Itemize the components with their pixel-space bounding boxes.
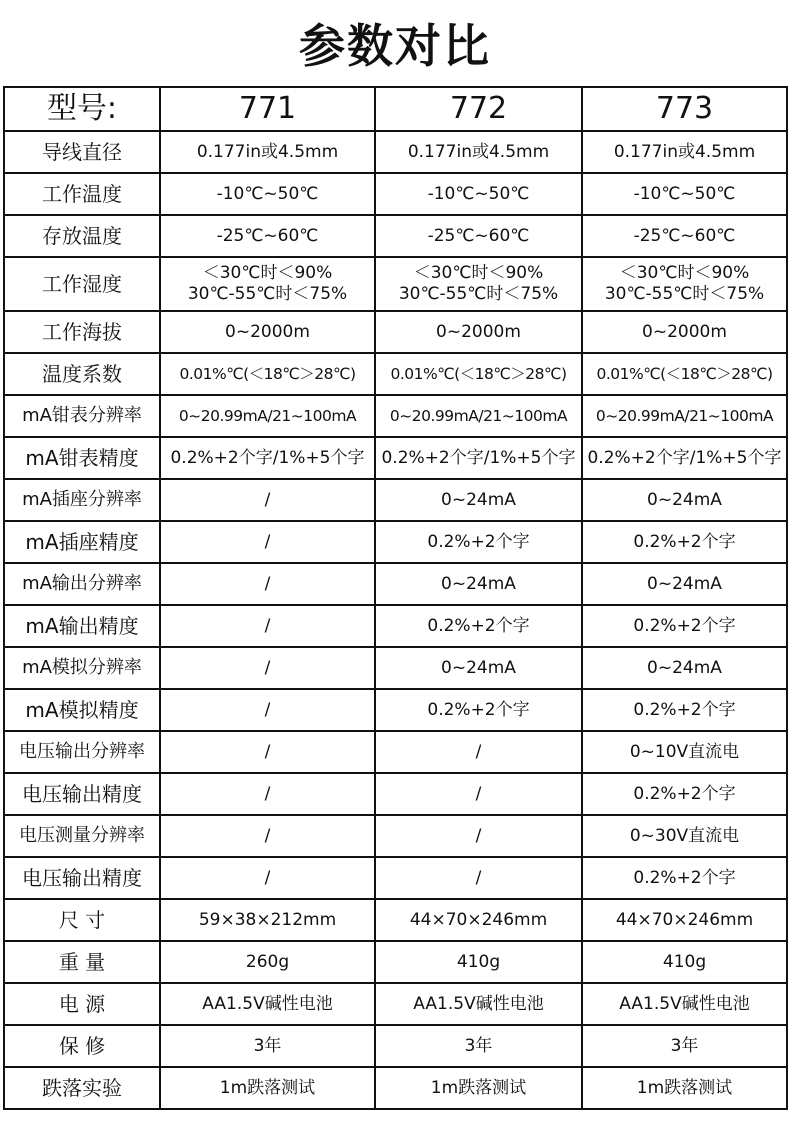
row-value-771 [160,257,375,311]
row-label: mA输出分辨率 [4,563,160,605]
row-value-771: / [160,647,375,689]
table-header-row [4,87,787,131]
row-value-772: 0.2%+2个字/1%+5个字 [375,437,582,479]
model-772: 772 [375,87,582,131]
row-label: 尺 寸 [4,899,160,941]
row-value-772: 0~24mA [375,647,582,689]
row-label: 保 修 [4,1025,160,1067]
row-value-771: / [160,521,375,563]
table-row [4,353,787,395]
row-value-771: / [160,857,375,899]
row-label: mA钳表精度 [4,437,160,479]
table-row [4,647,787,689]
row-value-773: 0~2000m [582,311,787,353]
row-value-773: 0.2%+2个字 [582,605,787,647]
row-value-771: 0.177in或4.5mm [160,131,375,173]
row-value-772 [375,257,582,311]
row-value-772: 0.177in或4.5mm [375,131,582,173]
row-value-771: 0~20.99mA/21~100mA [160,395,375,437]
row-value-772: 410g [375,941,582,983]
row-value-771: 1m跌落测试 [160,1067,375,1109]
row-label: mA插座分辨率 [4,479,160,521]
row-value-771: / [160,773,375,815]
row-value-773: 0~30V直流电 [582,815,787,857]
table-row [4,815,787,857]
row-label: 电压输出精度 [4,857,160,899]
row-value-771: 0~2000m [160,311,375,353]
table-row [4,395,787,437]
row-value-771: 260g [160,941,375,983]
row-label: mA模拟精度 [4,689,160,731]
model-771: 771 [160,87,375,131]
row-value-771: / [160,479,375,521]
value-line-2: 30℃-55℃时＜75% [187,284,348,304]
row-value-772: / [375,815,582,857]
value-line-1: ＜30℃时＜90% [619,263,750,283]
row-value-773: 1m跌落测试 [582,1067,787,1109]
table-row [4,731,787,773]
row-value-771: AA1.5V碱性电池 [160,983,375,1025]
row-value-771: / [160,815,375,857]
row-value-773: 0~24mA [582,647,787,689]
row-value-772: / [375,773,582,815]
row-value-771: -25℃~60℃ [160,215,375,257]
spec-comparison-table [3,86,788,1110]
table-row [4,773,787,815]
row-value-773: 410g [582,941,787,983]
table-row [4,257,787,311]
row-label: 温度系数 [4,353,160,395]
value-line-2: 30℃-55℃时＜75% [398,284,559,304]
row-value-772: 44×70×246mm [375,899,582,941]
value-line-1: ＜30℃时＜90% [413,263,544,283]
row-label: 电 源 [4,983,160,1025]
row-value-772: 0~24mA [375,563,582,605]
row-value-772: 0.2%+2个字 [375,689,582,731]
row-label: 电压测量分辨率 [4,815,160,857]
row-value-772: 0.2%+2个字 [375,521,582,563]
row-value-771: 59×38×212mm [160,899,375,941]
table-row [4,689,787,731]
table-row [4,1067,787,1109]
row-value-772: / [375,857,582,899]
row-value-772: AA1.5V碱性电池 [375,983,582,1025]
row-value-773: 0.2%+2个字/1%+5个字 [582,437,787,479]
table-row [4,983,787,1025]
table-row [4,899,787,941]
row-value-773: 0~20.99mA/21~100mA [582,395,787,437]
table-row [4,1025,787,1067]
row-label: mA钳表分辨率 [4,395,160,437]
value-line-2: 30℃-55℃时＜75% [604,284,765,304]
row-value-772: / [375,731,582,773]
row-value-771: / [160,563,375,605]
table-row [4,311,787,353]
row-value-773: 0.2%+2个字 [582,857,787,899]
row-label: 工作海拔 [4,311,160,353]
table-row [4,941,787,983]
table-row [4,215,787,257]
row-value-773: 0~24mA [582,563,787,605]
row-value-771: / [160,731,375,773]
row-value-771: 0.01%℃(＜18℃＞28℃) [160,353,375,395]
row-label: 工作温度 [4,173,160,215]
row-value-773 [582,257,787,311]
row-value-771: / [160,605,375,647]
row-label: 电压输出分辨率 [4,731,160,773]
table-row [4,521,787,563]
row-label: 导线直径 [4,131,160,173]
table-row [4,131,787,173]
row-value-773: 0.01%℃(＜18℃＞28℃) [582,353,787,395]
row-value-773: 44×70×246mm [582,899,787,941]
row-value-771: 3年 [160,1025,375,1067]
row-value-772: 0~2000m [375,311,582,353]
row-value-773: 3年 [582,1025,787,1067]
row-value-773: 0.177in或4.5mm [582,131,787,173]
row-value-772: 1m跌落测试 [375,1067,582,1109]
row-label: mA输出精度 [4,605,160,647]
row-value-773: AA1.5V碱性电池 [582,983,787,1025]
row-value-773: -10℃~50℃ [582,173,787,215]
table-row [4,437,787,479]
model-773: 773 [582,87,787,131]
row-value-772: -25℃~60℃ [375,215,582,257]
row-value-772: 0.2%+2个字 [375,605,582,647]
row-label: 工作湿度 [4,257,160,311]
page-title: 参数对比 [299,19,491,73]
row-value-771: 0.2%+2个字/1%+5个字 [160,437,375,479]
row-label: mA模拟分辨率 [4,647,160,689]
table-row [4,563,787,605]
row-value-773: 0.2%+2个字 [582,773,787,815]
row-value-772: 3年 [375,1025,582,1067]
row-value-772: 0~20.99mA/21~100mA [375,395,582,437]
row-value-773: 0~10V直流电 [582,731,787,773]
row-label: 跌落实验 [4,1067,160,1109]
model-header-label: 型号: [4,87,160,131]
row-value-773: -25℃~60℃ [582,215,787,257]
row-value-771: -10℃~50℃ [160,173,375,215]
table-row [4,479,787,521]
row-value-772: 0~24mA [375,479,582,521]
row-label: 电压输出精度 [4,773,160,815]
row-value-771: / [160,689,375,731]
table-row [4,857,787,899]
row-label: 存放温度 [4,215,160,257]
row-label: 重 量 [4,941,160,983]
row-label: mA插座精度 [4,521,160,563]
row-value-772: -10℃~50℃ [375,173,582,215]
row-value-773: 0.2%+2个字 [582,689,787,731]
row-value-773: 0.2%+2个字 [582,521,787,563]
table-row [4,605,787,647]
row-value-773: 0~24mA [582,479,787,521]
value-line-1: ＜30℃时＜90% [202,263,333,283]
row-value-772: 0.01%℃(＜18℃＞28℃) [375,353,582,395]
table-row [4,173,787,215]
